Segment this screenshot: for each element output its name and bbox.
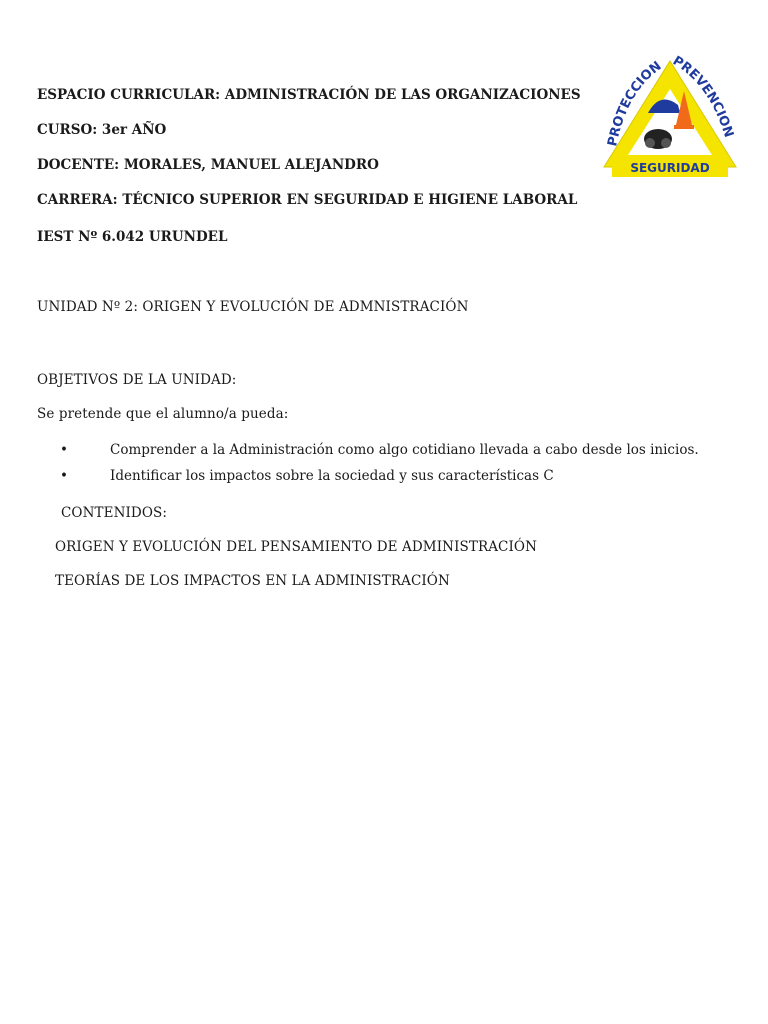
bullet-icon: • [60, 468, 68, 484]
logo-text-left: PROTECCION [605, 58, 665, 148]
unidad-title: UNIDAD Nº 2: ORIGEN Y EVOLUCIÓN DE ADMNISTRACIÓN [37, 299, 469, 315]
espacio-curricular: ESPACIO CURRICULAR: ADMINISTRACIÓN DE LAS ORGANIZACIONES [37, 87, 581, 103]
objetivo-item [60, 441, 699, 459]
contenido-item: ORIGEN Y EVOLUCIÓN DEL PENSAMIENTO DE ADMINISTRACIÓN [55, 539, 538, 555]
carrera: CARRERA: TÉCNICO SUPERIOR EN SEGURIDAD E HIGIENE LABORAL [37, 192, 578, 208]
bullet-icon: • [60, 442, 68, 458]
objetivos-title: OBJETIVOS DE LA UNIDAD: [37, 372, 237, 388]
logo-text-bottom: SEGURIDAD [630, 161, 710, 175]
objetivo-item-text: Comprender a la Administración como algo cotidiano llevada a cabo desde los inicios. [110, 442, 699, 458]
contenido-item: TEORÍAS DE LOS IMPACTOS EN LA ADMINISTRACIÓN [55, 573, 450, 589]
contenidos-title: CONTENIDOS: [61, 505, 168, 521]
iest: IEST Nº 6.042 URUNDEL [37, 229, 228, 245]
objetivo-item-text: Identificar los impactos sobre la sociedad y sus características C [110, 468, 554, 484]
curso: CURSO: 3er AÑO [37, 122, 167, 138]
logo-text-right: PREVENCION [669, 55, 737, 140]
docente: DOCENTE: MORALES, MANUEL ALEJANDRO [37, 157, 379, 173]
objetivo-item [60, 467, 554, 485]
seguridad-logo [600, 55, 740, 180]
objetivos-intro: Se pretende que el alumno/a pueda: [37, 406, 289, 422]
